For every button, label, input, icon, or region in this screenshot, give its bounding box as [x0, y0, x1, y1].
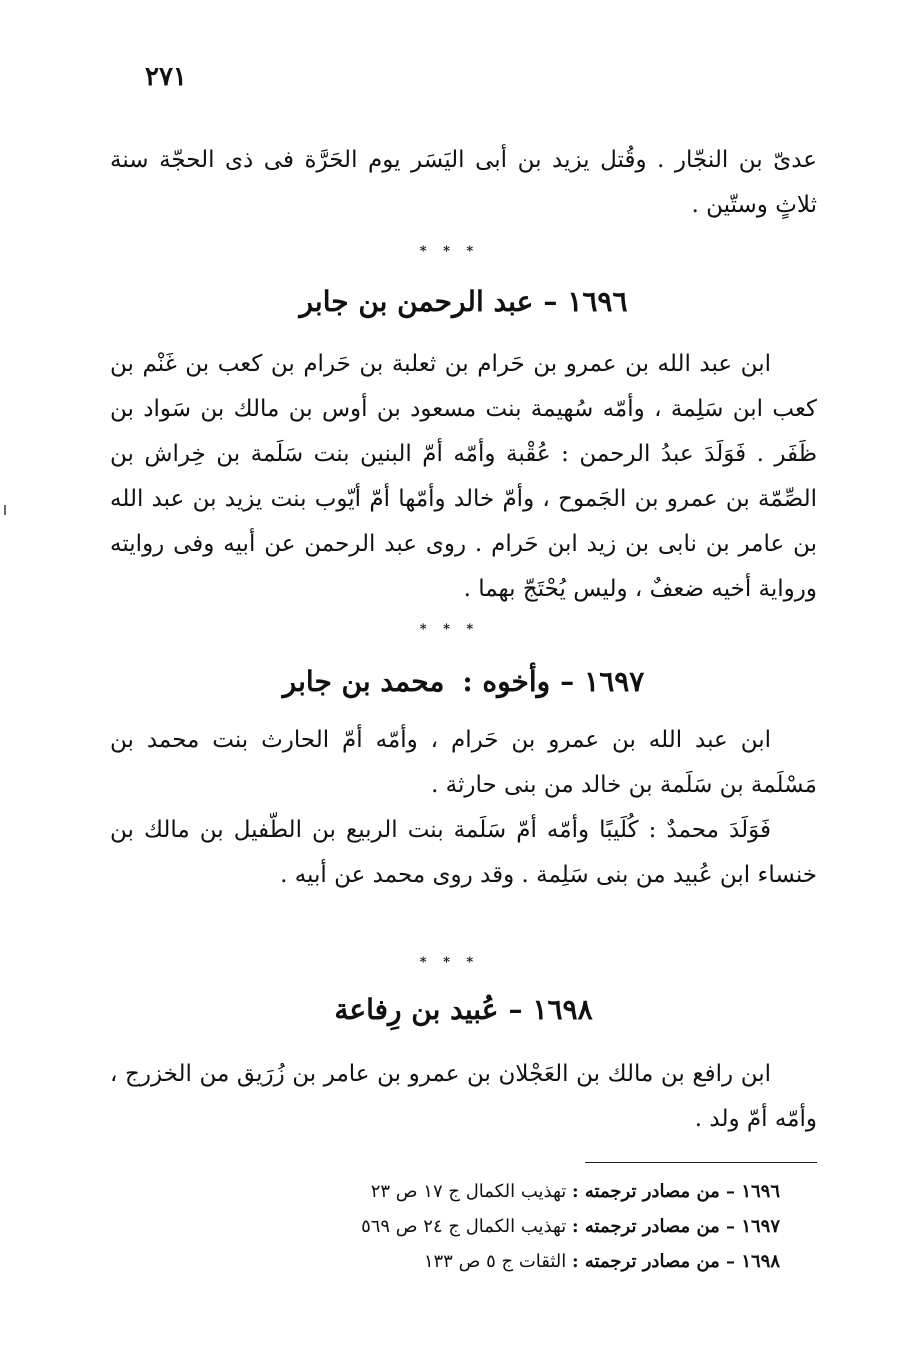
footnote	[250, 1178, 780, 1206]
entry-dash: –	[543, 285, 558, 318]
footnote	[250, 1248, 780, 1276]
entry-paragraph: ابن رافع بن مالك بن العَجْلان بن عمرو بن عامر بن زُرَيق من الخزرج ، وأمّه أمّ ولد .	[110, 1061, 817, 1132]
entry-dash: –	[560, 665, 575, 698]
entry-paragraph: ابن عبد الله بن عمرو بن حَرام بن ثعلبة بن حَرام بن كعب بن غَنْم بن كعب ابن سَلِمة ، وأمّه سُهيمة بنت مسعود بن أوس بن مالك بن سَواد بن ظَفَر . فَوَلَدَ عبدُ الرحمن : عُقْبة وأمّه أمّ البنين بنت سَلَمة بن خِراش بن الصِّمّة بن عمرو بن الجَموح ، وأمّ خالد وأمّها أمّ أيّوب بنت يزيد بن عبد الله بن عامر بن نابى بن زيد ابن حَرام . روى عبد الرحمن عن أبيه وفى روايته ورواية أخيه ضعفٌ ، وليس يُحْتَجّ بهما .	[110, 351, 817, 602]
footnote-label: ١٦٩٧ – من مصادر ترجمته :	[572, 1216, 780, 1237]
entry-number: ١٦٩٧	[584, 665, 645, 698]
entry-prefix: وأخوه :	[462, 665, 551, 698]
page-number: ٢٧١	[145, 62, 187, 92]
entry-title: عبد الرحمن بن جابر	[299, 285, 534, 318]
entry-title: محمد بن جابر	[282, 665, 445, 698]
footnote-text: تهذيب الكمال ج ١٧ ص ٢٣	[370, 1181, 567, 1202]
entry-heading-1696	[110, 282, 817, 322]
footnote-divider	[585, 1162, 817, 1163]
footnote-label: ١٦٩٨ – من مصادر ترجمته :	[572, 1251, 780, 1272]
section-separator: * * *	[419, 244, 480, 259]
footnote-text: تهذيب الكمال ج ٢٤ ص ٥٦٩	[361, 1216, 567, 1237]
entry-heading-1698	[110, 990, 817, 1030]
entry-dash: –	[508, 993, 523, 1026]
section-separator: * * *	[419, 622, 480, 637]
entry-title: عُبيد بن رِفاعة	[334, 993, 499, 1026]
entry-heading-1697	[110, 662, 817, 702]
entry-paragraph: ابن عبد الله بن عمرو بن حَرام ، وأمّه أمّ الحارث بنت محمد بن مَسْلَمة بن سَلَمة بن خالد من بنى حارثة .	[110, 727, 817, 798]
scan-edge-mark	[4, 505, 6, 515]
entry-paragraph: فَوَلَدَ محمدٌ : كُلَيبًا وأمّه أمّ سَلَمة بنت الربيع بن الطّفيل بن مالك بن خنساء ابن عُبيد من بنى سَلِمة . وقد روى محمد عن أبيه .	[110, 817, 817, 888]
entry-number: ١٦٩٨	[532, 993, 593, 1026]
footnote-text: الثقات ج ٥ ص ١٣٣	[423, 1251, 567, 1272]
section-separator: * * *	[419, 955, 480, 970]
entry-number: ١٦٩٦	[567, 285, 628, 318]
intro-paragraph: عدىّ بن النجّار . وقُتل يزيد بن أبى اليَسَر يوم الحَرَّة فى ذى الحجّة سنة ثلاثٍ وستّين .	[110, 147, 817, 218]
footnote	[250, 1213, 780, 1241]
footnote-label: ١٦٩٦ – من مصادر ترجمته :	[572, 1181, 780, 1202]
